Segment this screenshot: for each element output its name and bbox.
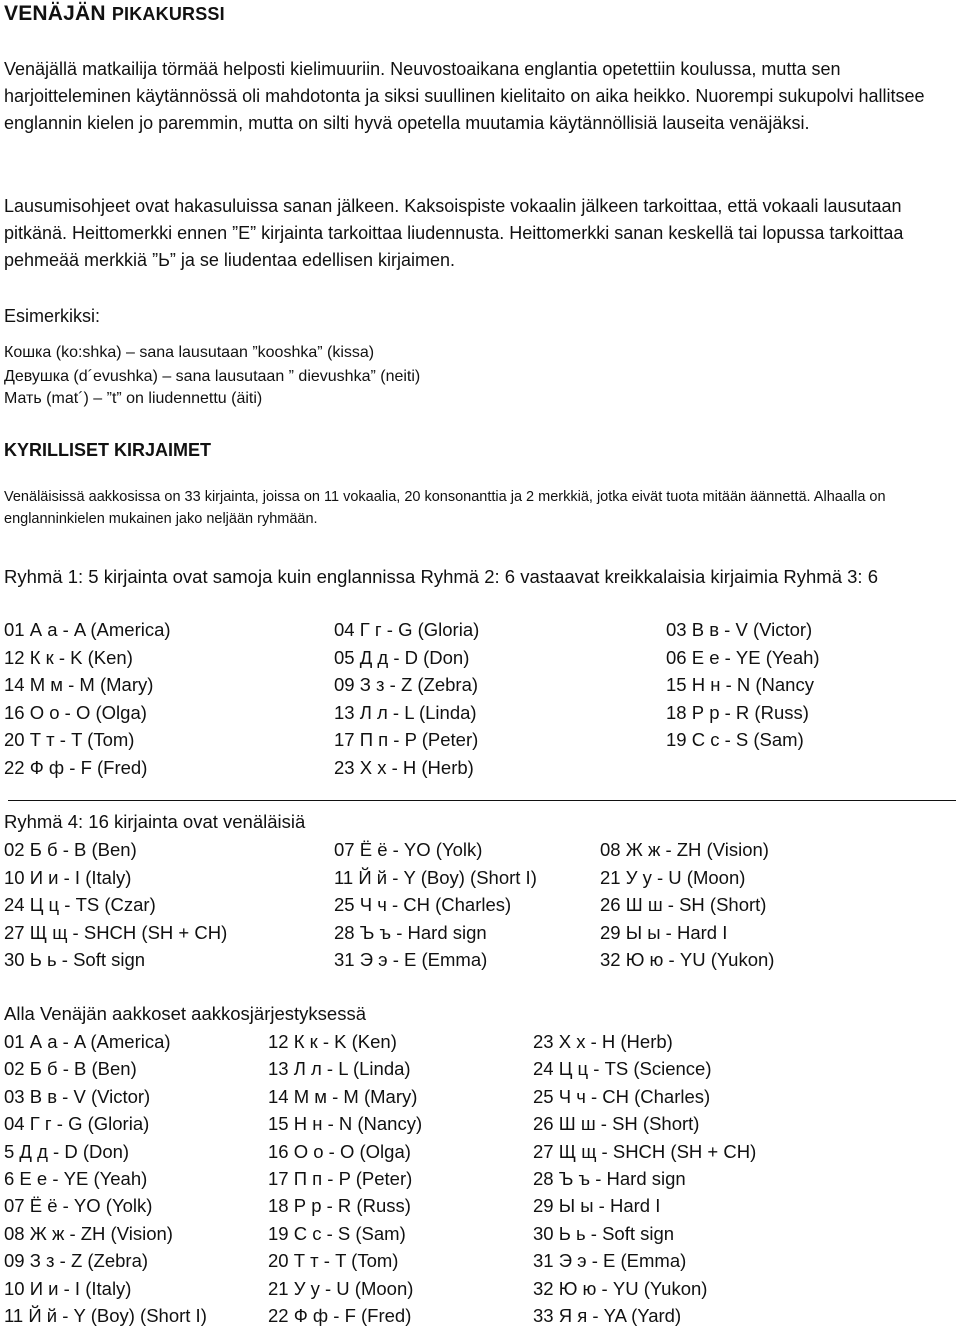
letter-entry: 17 П п - P (Peter) (334, 729, 479, 750)
letter-entry: 5 Д д - D (Don) (4, 1140, 130, 1162)
divider (8, 800, 956, 801)
letter-entry: 29 Ы ы - Hard I (533, 1195, 661, 1217)
example-line: Мать (mat´) – ”t” on liudennettu (äiti) (4, 390, 263, 407)
letter-entry: 20 Т т - T (Tom) (4, 729, 135, 750)
letter-entry: 24 Ц ц - TS (Science) (533, 1058, 712, 1080)
letter-entry: 25 Ч ч - CH (Charles) (334, 894, 512, 915)
letter-entry: 21 У у - U (Moon) (268, 1277, 414, 1299)
letter-entry: 22 Ф ф - F (Fred) (4, 756, 148, 778)
letter-entry: 33 Я я - YA (Yard) (533, 1305, 682, 1326)
letter-entry: 30 Ь ь - Soft sign (533, 1222, 675, 1244)
letter-entry: 11 Й й - Y (Boy) (Short I) (334, 866, 537, 888)
letter-entry: 01 А а - A (America) (4, 619, 171, 640)
letter-entry: 18 Р р - R (Russ) (268, 1195, 411, 1217)
letter-entry: 14 М м - M (Mary) (4, 674, 154, 695)
letter-entry: 28 Ъ ъ - Hard sign (334, 921, 487, 943)
letter-entry: 16 О о - O (Olga) (268, 1140, 411, 1162)
letter-entry: 03 В в - V (Victor) (666, 619, 813, 640)
letter-entry: 18 Р р - R (Russ) (666, 701, 809, 723)
letter-entry: 10 И и - I (Italy) (4, 1277, 132, 1299)
letter-entry: 27 Щ щ - SHCH (SH + CH) (533, 1140, 757, 1162)
letter-entry: 17 П п - P (Peter) (268, 1168, 413, 1189)
letter-entry: 27 Щ щ - SHCH (SH + CH) (4, 921, 228, 943)
title-sub: PIKAKURSSI (111, 4, 225, 24)
letter-entry: 11 Й й - Y (Boy) (Short I) (4, 1305, 207, 1326)
cyrillic-heading: KYRILLISET KIRJAIMET (4, 440, 212, 460)
letter-entry: 07 Ё ё - YO (Yolk) (4, 1195, 153, 1217)
letter-entry: 08 Ж ж - ZH (Vision) (600, 839, 769, 860)
page-title (4, 2, 225, 26)
letter-entry: 24 Ц ц - TS (Czar) (4, 894, 156, 915)
letter-entry: 26 Ш ш - SH (Short) (533, 1113, 700, 1135)
pronunciation-paragraph: Lausumisohjeet ovat hakasuluissa sanan jälkeen. Kaksoispiste vokaalin jälkeen tarkoittaa, että vokaali lausutaan pitkänä. Heittomerkki ennen ”E” kirjainta tarkoittaa liudennusta. Heittomerkki sanan keskellä tai lopussa tarkoittaa pehmeää merkkiä ”Ь” ja se liudentaa edellisen kirjaimen. (4, 196, 904, 270)
letter-entry: 03 В в - V (Victor) (4, 1085, 151, 1107)
letter-entry: 10 И и - I (Italy) (4, 866, 132, 888)
letter-entry: 31 Э э - E (Emma) (533, 1250, 687, 1272)
letter-entry: 22 Ф ф - F (Fred) (268, 1305, 412, 1326)
letter-entry: 08 Ж ж - ZH (Vision) (4, 1222, 173, 1244)
letter-entry: 01 А а - A (America) (4, 1031, 171, 1052)
letter-entry: 19 С с - S (Sam) (666, 729, 804, 750)
letter-entry: 31 Э э - E (Emma) (334, 949, 488, 970)
letter-entry: 20 Т т - T (Tom) (268, 1250, 399, 1272)
letter-entry: 16 О о - O (Olga) (4, 701, 147, 723)
letter-entry: 02 Б б - B (Ben) (4, 1058, 137, 1080)
letter-entry: 6 Е е - YE (Yeah) (4, 1168, 148, 1189)
group4-heading: Ryhmä 4: 16 kirjainta ovat venäläisiä (4, 811, 306, 832)
letter-entry: 26 Ш ш - SH (Short) (600, 894, 767, 915)
letter-entry: 09 З з - Z (Zebra) (334, 674, 479, 695)
letter-entry: 28 Ъ ъ - Hard sign (533, 1168, 686, 1189)
example-line: Девушка (d´evushka) – sana lausutaan ” dievushka” (neiti) (4, 368, 421, 385)
groups-heading: Ryhmä 1: 5 kirjainta ovat samoja kuin englannissa Ryhmä 2: 6 vastaavat kreikkalaisia kirjaimia Ryhmä 3: 6 (4, 566, 878, 587)
letter-entry: 15 Н н - N (Nancy (666, 674, 814, 695)
letter-entry: 07 Ё ё - YO (Yolk) (334, 839, 483, 860)
letter-entry: 15 Н н - N (Nancy) (268, 1113, 423, 1135)
letter-entry: 21 У у - U (Moon) (600, 866, 746, 888)
letter-entry: 23 Х х - H (Herb) (533, 1031, 673, 1052)
letter-entry: 06 Е е - YE (Yeah) (666, 646, 820, 668)
letter-entry: 04 Г г - G (Gloria) (334, 619, 480, 640)
letter-entry: 12 К к - K (Ken) (4, 646, 133, 668)
letter-entry: 02 Б б - B (Ben) (4, 839, 137, 860)
letter-entry: 13 Л л - L (Linda) (268, 1058, 411, 1080)
letter-entry: 19 С с - S (Sam) (268, 1222, 406, 1244)
intro-paragraph: Venäjällä matkailija törmää helposti kielimuuriin. Neuvostoaikana englantia opetettiin koulussa, mutta sen harjoitteleminen käytännössä oli mahdotonta ja siksi suullinen kielitaito on aika heikko. Nuorempi sukupolvi hallitsee englannin kielen jo paremmin, mutta on silti hyvä opetella muutamia käytännöllisiä lauseita venäjäksi. (4, 59, 925, 133)
letter-entry: 04 Г г - G (Gloria) (4, 1113, 150, 1135)
letter-entry: 09 З з - Z (Zebra) (4, 1250, 149, 1272)
letter-entry: 32 Ю ю - YU (Yukon) (600, 949, 775, 970)
letter-entry: 13 Л л - L (Linda) (334, 701, 477, 723)
letter-entry: 12 К к - K (Ken) (268, 1031, 397, 1052)
letter-entry: 29 Ы ы - Hard I (600, 921, 728, 943)
letter-entry: 23 Х х - H (Herb) (334, 756, 474, 778)
letter-entry: 14 М м - M (Mary) (268, 1085, 418, 1107)
cyrillic-paragraph: Venäläisissä aakkosissa on 33 kirjainta, joissa on 11 vokaalia, 20 konsonanttia ja 2 merkkiä, jotka eivät tuota mitään äännettä. Alhaalla on englanninkielen mukainen jako neljään ryhmään. (4, 489, 886, 527)
example-line: Кошка (ko:shka) – sana lausutaan ”kooshka” (kissa) (4, 344, 375, 361)
examples-heading: Esimerkiksi: (4, 306, 101, 326)
title-main: VENÄJÄN (4, 2, 106, 25)
letter-entry: 05 Д д - D (Don) (334, 646, 470, 668)
letter-entry: 30 Ь ь - Soft sign (4, 949, 146, 970)
alphabet-heading: Alla Venäjän aakkoset aakkosjärjestyksessä (4, 1003, 366, 1024)
letter-entry: 25 Ч ч - CH (Charles) (533, 1085, 711, 1107)
letter-entry: 32 Ю ю - YU (Yukon) (533, 1277, 708, 1299)
